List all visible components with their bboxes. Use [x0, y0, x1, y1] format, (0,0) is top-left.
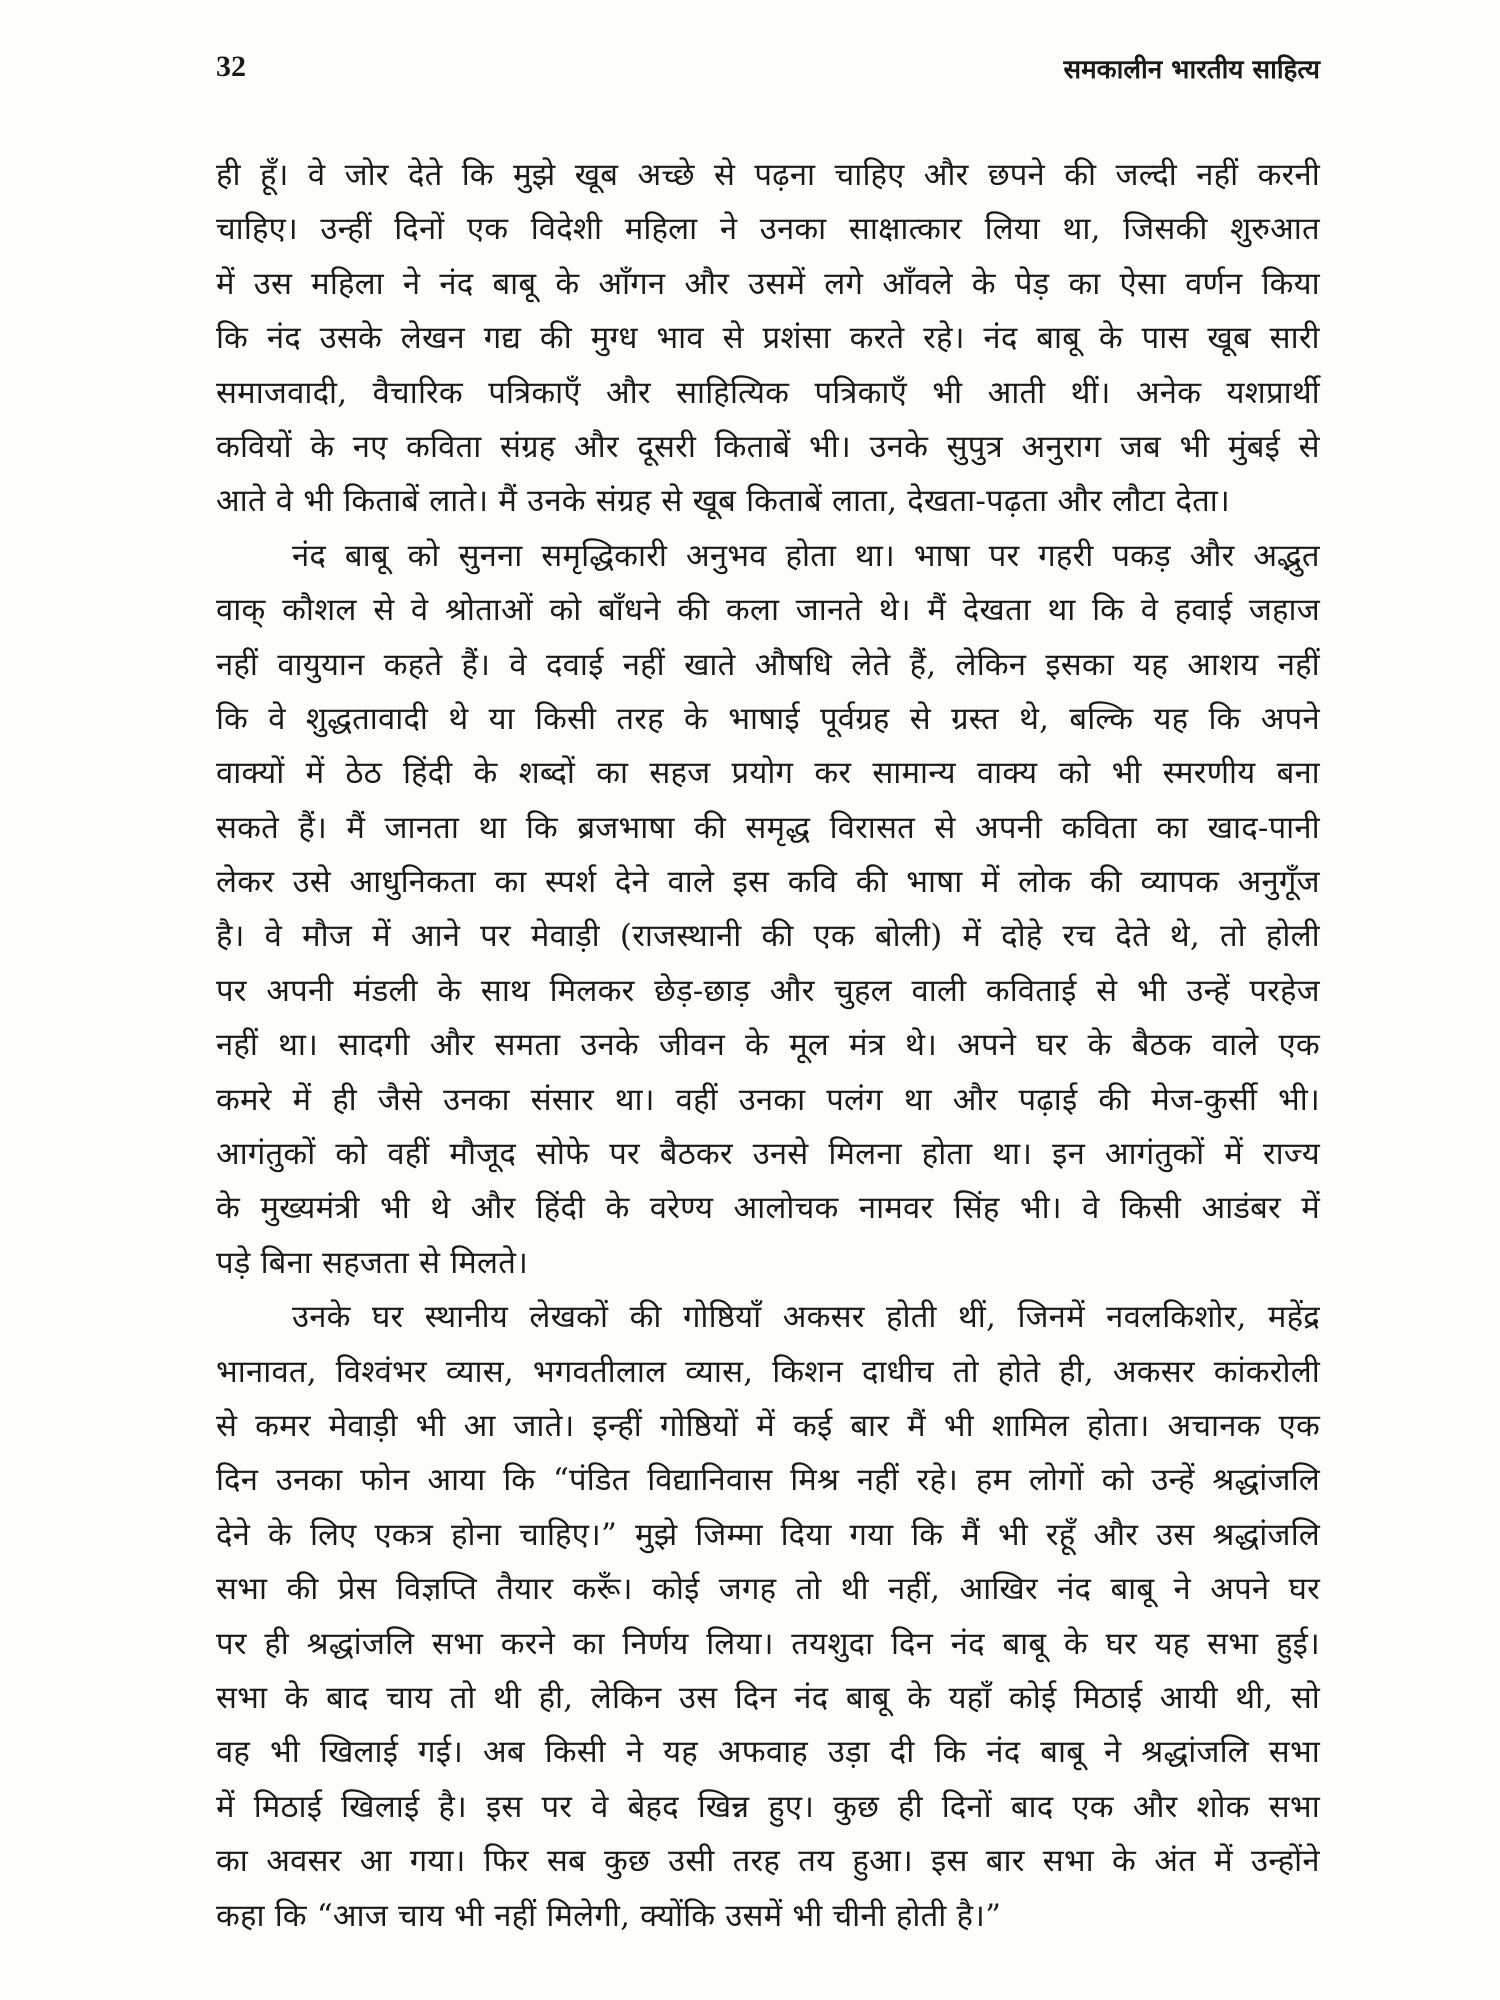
text-line: भानावत, विश्वंभर व्यास, भगवतीलाल व्यास, किशन दाधीच तो होते ही, अकसर कांकरोली	[216, 1353, 1320, 1390]
text-line: सभा के बाद चाय तो थी ही, लेकिन उस दिन नंद बाबू के यहाँ कोई मिठाई आयी थी, सो	[216, 1679, 1320, 1716]
running-head: समकालीन भारतीय साहित्य	[1063, 55, 1320, 85]
text-line: पर अपनी मंडली के साथ मिलकर छेड़-छाड़ और चुहल वाली कविताई से भी उन्हें परहेज	[216, 972, 1320, 1009]
body-text	[216, 148, 1320, 1943]
text-line: समाजवादी, वैचारिक पत्रिकाएँ और साहित्यिक पत्रिकाएँ भी आती थीं। अनेक यशप्रार्थी	[216, 374, 1320, 411]
text-line: पड़े बिना सहजता से मिलते।	[216, 1244, 529, 1281]
text-line: चाहिए। उन्हीं दिनों एक विदेशी महिला ने उनका साक्षात्कार लिया था, जिसकी शुरुआत	[216, 211, 1320, 248]
text-line: है। वे मौज में आने पर मेवाड़ी (राजस्थानी की एक बोली) में दोहे रच देते थे, तो होली	[216, 918, 1320, 955]
page-header	[216, 50, 1320, 100]
text-line: पर ही श्रद्धांजलि सभा करने का निर्णय लिया। तयशुदा दिन नंद बाबू के घर यह सभा हुई।	[216, 1625, 1320, 1662]
text-line: वह भी खिलाई गई। अब किसी ने यह अफवाह उड़ा दी कि नंद बाबू ने श्रद्धांजलि सभा	[216, 1734, 1320, 1771]
text-line: आगंतुकों को वहीं मौजूद सोफे पर बैठकर उनसे मिलना होता था। इन आगंतुकों में राज्य	[216, 1136, 1320, 1173]
text-line: में मिठाई खिलाई है। इस पर वे बेहद खिन्न हुए। कुछ ही दिनों बाद एक और शोक सभा	[216, 1788, 1320, 1825]
text-line: कमरे में ही जैसे उनका संसार था। वहीं उनका पलंग था और पढ़ाई की मेज-कुर्सी भी।	[216, 1081, 1320, 1118]
page-number: 32	[216, 50, 246, 83]
text-line: सभा की प्रेस विज्ञप्ति तैयार करूँ। कोई जगह तो थी नहीं, आखिर नंद बाबू ने अपने घर	[216, 1571, 1320, 1608]
text-line: वाक् कौशल से वे श्रोताओं को बाँधने की कला जानते थे। मैं देखता था कि वे हवाई जहाज	[216, 592, 1320, 629]
text-line: कवियों के नए कविता संग्रह और दूसरी किताबें भी। उनके सुपुत्र अनुराग जब भी मुंबई से	[216, 428, 1320, 465]
text-line: नंद बाबू को सुनना समृद्धिकारी अनुभव होता था। भाषा पर गहरी पकड़ और अद्भुत	[292, 537, 1320, 574]
text-line: आते वे भी किताबें लाते। मैं उनके संग्रह से खूब किताबें लाता, देखता-पढ़ता और लौटा देता।	[216, 483, 1230, 520]
text-line: से कमर मेवाड़ी भी आ जाते। इन्हीं गोष्ठियों में कई बार मैं भी शामिल होता। अचानक एक	[216, 1407, 1320, 1444]
text-line: वाक्यों में ठेठ हिंदी के शब्दों का सहज प्रयोग कर सामान्य वाक्य को भी स्मरणीय बना	[216, 755, 1320, 792]
text-line: उनके घर स्थानीय लेखकों की गोष्ठियाँ अकसर होती थीं, जिनमें नवलकिशोर, महेंद्र	[292, 1299, 1320, 1336]
text-line: के मुख्यमंत्री भी थे और हिंदी के वरेण्य आलोचक नामवर सिंह भी। वे किसी आडंबर में	[216, 1190, 1320, 1227]
text-line: का अवसर आ गया। फिर सब कुछ उसी तरह तय हुआ। इस बार सभा के अंत में उन्होंने	[216, 1843, 1320, 1880]
text-line: ही हूँ। वे जोर देते कि मुझे खूब अच्छे से पढ़ना चाहिए और छपने की जल्दी नहीं करनी	[216, 157, 1320, 193]
text-line: लेकर उसे आधुनिकता का स्पर्श देने वाले इस कवि की भाषा में लोक की व्यापक अनुगूँज	[216, 864, 1320, 901]
text-line: देने के लिए एकत्र होना चाहिए।” मुझे जिम्मा दिया गया कि मैं भी रहूँ और उस श्रद्धांजलि	[216, 1516, 1320, 1553]
text-line: कि नंद उसके लेखन गद्य की मुग्ध भाव से प्रशंसा करते रहे। नंद बाबू के पास खूब सारी	[216, 320, 1320, 357]
text-line: नहीं वायुयान कहते हैं। वे दवाई नहीं खाते औषधि लेते हैं, लेकिन इसका यह आशय नहीं	[216, 646, 1320, 683]
text-line: कहा कि “आज चाय भी नहीं मिलेगी, क्योंकि उसमें भी चीनी होती है।”	[216, 1897, 1002, 1934]
text-line: सकते हैं। मैं जानता था कि ब्रजभाषा की समृद्ध विरासत से अपनी कविता का खाद-पानी	[216, 809, 1320, 846]
text-line: दिन उनका फोन आया कि “पंडित विद्यानिवास मिश्र नहीं रहे। हम लोगों को उन्हें श्रद्धांजलि	[216, 1462, 1320, 1499]
text-line: नहीं था। सादगी और समता उनके जीवन के मूल मंत्र थे। अपने घर के बैठक वाले एक	[216, 1027, 1320, 1064]
text-line: में उस महिला ने नंद बाबू के आँगन और उसमें लगे आँवले के पेड़ का ऐसा वर्णन किया	[216, 265, 1320, 302]
text-line: कि वे शुद्धतावादी थे या किसी तरह के भाषाई पूर्वग्रह से ग्रस्त थे, बल्कि यह कि अपने	[216, 700, 1320, 737]
